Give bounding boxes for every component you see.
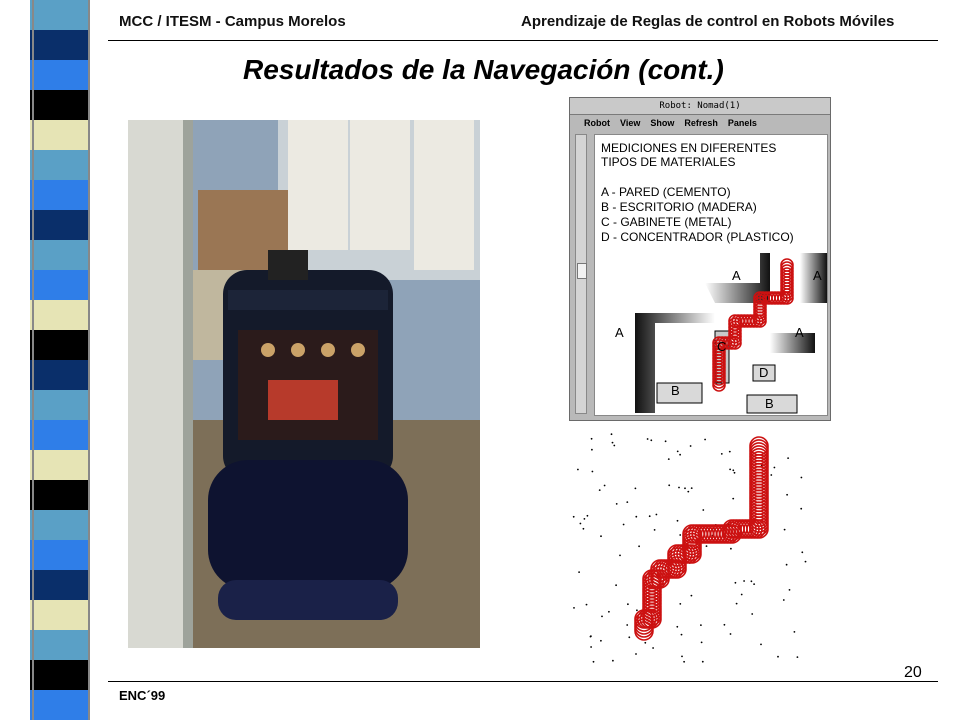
- sensor-dot: [592, 471, 594, 473]
- scrollbar-thumb[interactable]: [577, 263, 587, 279]
- sensor-dot: [593, 661, 595, 663]
- sensor-dot: [668, 458, 670, 460]
- sensor-dot: [730, 548, 732, 550]
- sensor-dot: [623, 524, 625, 526]
- sensor-dot: [573, 516, 575, 518]
- sensor-dot: [573, 607, 575, 609]
- sensor-dot: [578, 571, 580, 573]
- stripe-block: [30, 270, 88, 300]
- sensor-dot: [753, 583, 755, 585]
- sensor-dot: [608, 611, 610, 613]
- stripe-block: [30, 240, 88, 270]
- sensor-dot: [656, 514, 658, 516]
- sensor-dot: [732, 469, 734, 471]
- sensor-dot: [679, 454, 681, 456]
- sensor-dot: [654, 529, 656, 531]
- sensor-dot: [751, 613, 753, 615]
- simulator-window[interactable]: [569, 97, 831, 421]
- stripe-block: [30, 540, 88, 570]
- sensor-dot: [679, 534, 681, 536]
- map-canvas: [594, 134, 828, 416]
- menu-view[interactable]: View: [620, 118, 641, 128]
- stripe-block: [30, 180, 88, 210]
- legend-line-b: B - ESCRITORIO (MADERA): [601, 200, 757, 214]
- sensor-dot: [736, 603, 738, 605]
- sensor-dot: [626, 624, 628, 626]
- sensor-dot: [787, 457, 789, 459]
- sensor-dot: [644, 642, 646, 644]
- sensor-dot: [577, 469, 579, 471]
- sensor-dot: [616, 503, 618, 505]
- sensor-dot: [801, 477, 803, 479]
- menu-robot[interactable]: Robot: [584, 118, 610, 128]
- sensor-dot: [635, 488, 637, 490]
- sensor-dot: [591, 449, 593, 451]
- menu-panels[interactable]: Panels: [727, 118, 757, 128]
- sensor-dot: [687, 491, 689, 493]
- sensor-dot: [599, 489, 601, 491]
- sensor-dot: [679, 603, 681, 605]
- left-decorative-strip: [0, 0, 108, 720]
- sensor-dot: [627, 603, 629, 605]
- sensor-dot: [751, 580, 753, 582]
- sensor-dot: [690, 445, 692, 447]
- header-left-text: MCC / ITESM - Campus Morelos: [119, 13, 346, 30]
- sensor-dot: [800, 508, 802, 510]
- legend-line-2: TIPOS DE MATERIALES: [601, 155, 736, 169]
- stripe-block: [30, 60, 88, 90]
- sensor-trajectory-plot: [552, 424, 830, 680]
- sensor-dot: [601, 616, 603, 618]
- sensor-dot: [586, 604, 588, 606]
- window-title: Robot: Nomad(1): [570, 98, 830, 115]
- map-label-a3: A: [615, 325, 624, 340]
- sensor-dot: [612, 442, 614, 444]
- stripe-block: [30, 360, 88, 390]
- footer-rule: [108, 681, 938, 682]
- sensor-dot: [786, 564, 788, 566]
- robot-photo: [128, 120, 480, 648]
- sensor-dot: [724, 624, 726, 626]
- wall-a-mid: [770, 333, 815, 353]
- stripe-block: [30, 210, 88, 240]
- sensor-dot: [691, 487, 693, 489]
- sensor-dot: [611, 433, 613, 435]
- sensor-dot: [604, 485, 606, 487]
- sensor-dot: [741, 594, 743, 596]
- stripe-line-right: [88, 0, 90, 720]
- window-menubar: [570, 115, 830, 131]
- sensor-dot: [626, 501, 628, 503]
- sensor-dot: [729, 451, 731, 453]
- sensor-dot: [600, 535, 602, 537]
- footer-text: ENC´99: [119, 688, 166, 703]
- sensor-dot: [619, 555, 621, 557]
- sensor-dot: [681, 634, 683, 636]
- menu-show[interactable]: Show: [650, 118, 675, 128]
- stripe-block: [30, 450, 88, 480]
- sensor-dot: [701, 642, 703, 644]
- stripe-block: [30, 480, 88, 510]
- sensor-dot: [647, 438, 649, 440]
- sensor-dot: [635, 516, 637, 518]
- sensor-dot: [774, 467, 776, 469]
- stripe-block: [30, 30, 88, 60]
- sensor-dot: [587, 515, 589, 517]
- sensor-dot: [777, 656, 779, 658]
- stripe-block: [30, 420, 88, 450]
- sensor-dot: [628, 636, 630, 638]
- sensor-dot: [580, 523, 582, 525]
- sensor-dot: [677, 451, 679, 453]
- sensor-dot: [635, 653, 637, 655]
- stripe-block: [30, 600, 88, 630]
- sensor-dot: [783, 599, 785, 601]
- sensor-dot: [590, 646, 592, 648]
- map-label-b2: B: [765, 396, 774, 411]
- sensor-dot: [676, 626, 678, 628]
- sensor-dot: [721, 453, 723, 455]
- sensor-dot: [613, 445, 615, 447]
- sensor-dot: [583, 528, 585, 530]
- sensor-dot: [684, 487, 686, 489]
- sensor-dot: [636, 609, 638, 611]
- sensor-dot: [591, 438, 593, 440]
- stripe-block: [30, 120, 88, 150]
- stripe-block: [30, 300, 88, 330]
- sensor-dot: [590, 636, 592, 638]
- page-number: 20: [904, 664, 922, 681]
- sensor-dot: [801, 551, 803, 553]
- sensor-dot: [681, 656, 683, 658]
- map-label-a2: A: [813, 268, 822, 283]
- sensor-dot: [600, 640, 602, 642]
- sensor-dot: [683, 661, 685, 663]
- sensor-dot: [612, 660, 614, 662]
- stripe-block: [30, 510, 88, 540]
- header-right-text: Aprendizaje de Reglas de control en Robots Móviles: [521, 13, 895, 30]
- sensor-dot: [743, 580, 745, 582]
- window-scrollbar[interactable]: [575, 134, 587, 414]
- stripe-block: [30, 90, 88, 120]
- header-rule: [108, 40, 938, 41]
- legend-line-c: C - GABINETE (METAL): [601, 215, 732, 229]
- sensor-dot: [665, 440, 667, 442]
- sensor-dot: [784, 529, 786, 531]
- stripe-block: [30, 630, 88, 660]
- sensor-dot: [638, 545, 640, 547]
- sensor-dot: [649, 515, 651, 517]
- sensor-dot: [789, 589, 791, 591]
- sensor-dot: [706, 545, 708, 547]
- sensor-dot: [678, 487, 680, 489]
- robot-photo-drawing: [128, 120, 480, 648]
- sensor-dot: [584, 518, 586, 520]
- sensor-dot: [677, 520, 679, 522]
- sensor-dot: [770, 474, 772, 476]
- stripe-blocks: [0, 0, 108, 720]
- sensor-dot: [734, 472, 736, 474]
- map-label-a4: A: [795, 325, 804, 340]
- stripe-block: [30, 660, 88, 690]
- stripe-block: [30, 150, 88, 180]
- stripe-line-left: [32, 0, 34, 720]
- sensor-dot: [702, 661, 704, 663]
- stripe-block: [30, 570, 88, 600]
- sensor-dot: [615, 584, 617, 586]
- obstacle-map: [595, 253, 827, 415]
- sensor-dot: [797, 656, 799, 658]
- stripe-block: [30, 390, 88, 420]
- legend-line-a: A - PARED (CEMENTO): [601, 185, 731, 199]
- sensor-dot: [760, 644, 762, 646]
- sensor-dot: [730, 633, 732, 635]
- sensor-dot: [732, 498, 734, 500]
- map-label-b1: B: [671, 383, 680, 398]
- sensor-dot: [650, 439, 652, 441]
- menu-refresh[interactable]: Refresh: [684, 118, 718, 128]
- sensor-dot: [700, 624, 702, 626]
- sensor-dot: [794, 631, 796, 633]
- map-label-d: D: [759, 365, 769, 380]
- sensor-dot: [786, 494, 788, 496]
- legend-line-1: MEDICIONES EN DIFERENTES: [601, 141, 777, 155]
- map-label-c: C: [717, 339, 727, 354]
- sensor-plot-drawing: [552, 424, 830, 680]
- legend-line-d: D - CONCENTRADOR (PLASTICO): [601, 230, 794, 244]
- sensor-dot: [691, 595, 693, 597]
- sensor-dot: [704, 439, 706, 441]
- stripe-block: [30, 330, 88, 360]
- sensor-dot: [652, 647, 654, 649]
- sensor-dot: [702, 509, 704, 511]
- map-label-a1: A: [732, 268, 741, 283]
- sensor-dot: [668, 484, 670, 486]
- sensor-dot: [729, 469, 731, 471]
- sensor-dot: [735, 582, 737, 584]
- slide-title: Resultados de la Navegación (cont.): [243, 54, 724, 85]
- stripe-block: [30, 0, 88, 30]
- stripe-block: [30, 690, 88, 720]
- sensor-dot: [805, 561, 807, 563]
